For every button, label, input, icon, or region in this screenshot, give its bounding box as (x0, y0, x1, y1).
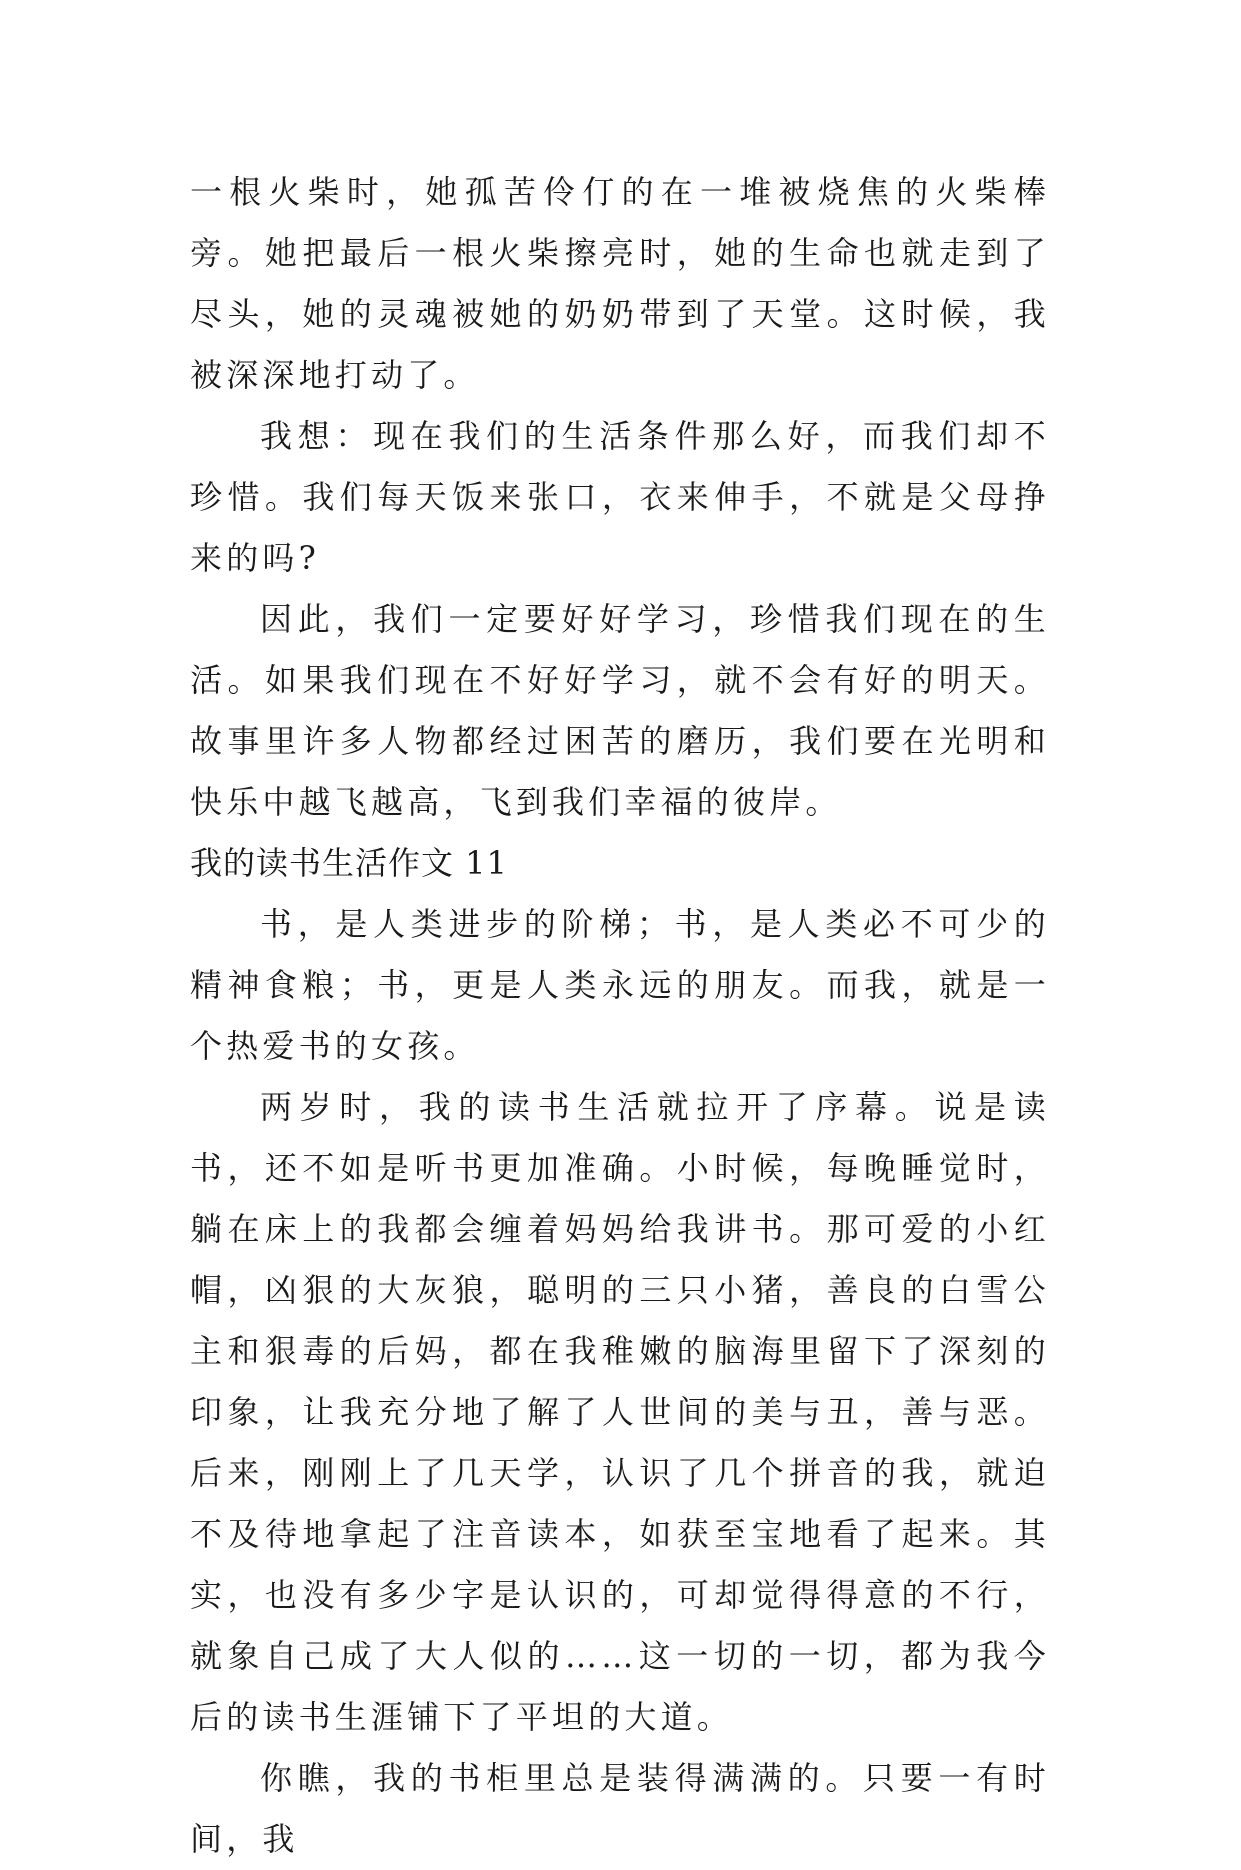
paragraph-continuation: 一根火柴时，她孤苦伶仃的在一堆被烧焦的火柴棒旁。她把最后一根火柴擦亮时，她的生命也就走到了尽头，她的灵魂被她的奶奶带到了天堂。这时候，我被深深地打动了。 (190, 173, 1050, 394)
paragraph-childhood: 两岁时，我的读书生活就拉开了序幕。说是读书，还不如是听书更加准确。小时候，每晚睡觉时，躺在床上的我都会缠着妈妈给我讲书。那可爱的小红帽，凶狠的大灰狼，聪明的三只小猪，善良的白雪公主和狠毒的后妈，都在我稚嫩的脑海里留下了深刻的印象，让我充分地了解了人世间的美与丑，善与恶。后来，刚刚上了几天学，认识了几个拼音的我，就迫不及待地拿起了注音读本，如获至宝地看了起来。其实，也没有多少字是认识的，可却觉得得意的不行，就象自己成了大人似的……这一切的一切，都为我今后的读书生涯铺下了平坦的大道。 (190, 1088, 1050, 1736)
paragraph-intro: 书，是人类进步的阶梯；书，是人类必不可少的精神食粮；书，更是人类永远的朋友。而我，就是一个热爱书的女孩。 (190, 905, 1050, 1065)
paragraph-reflection: 我想：现在我们的生活条件那么好，而我们却不珍惜。我们每天饭来张口，衣来伸手，不就是父母挣来的吗? (190, 417, 1050, 577)
paragraph-bookshelf: 你瞧，我的书柜里总是装得满满的。只要一有时间，我 (190, 1759, 1050, 1858)
document-body (190, 162, 1050, 1870)
paragraph-conclusion: 因此，我们一定要好好学习，珍惜我们现在的生活。如果我们现在不好好学习，就不会有好的明天。故事里许多人物都经过困苦的磨历，我们要在光明和快乐中越飞越高，飞到我们幸福的彼岸。 (190, 600, 1050, 821)
section-title: 我的读书生活作文 11 (190, 844, 508, 882)
